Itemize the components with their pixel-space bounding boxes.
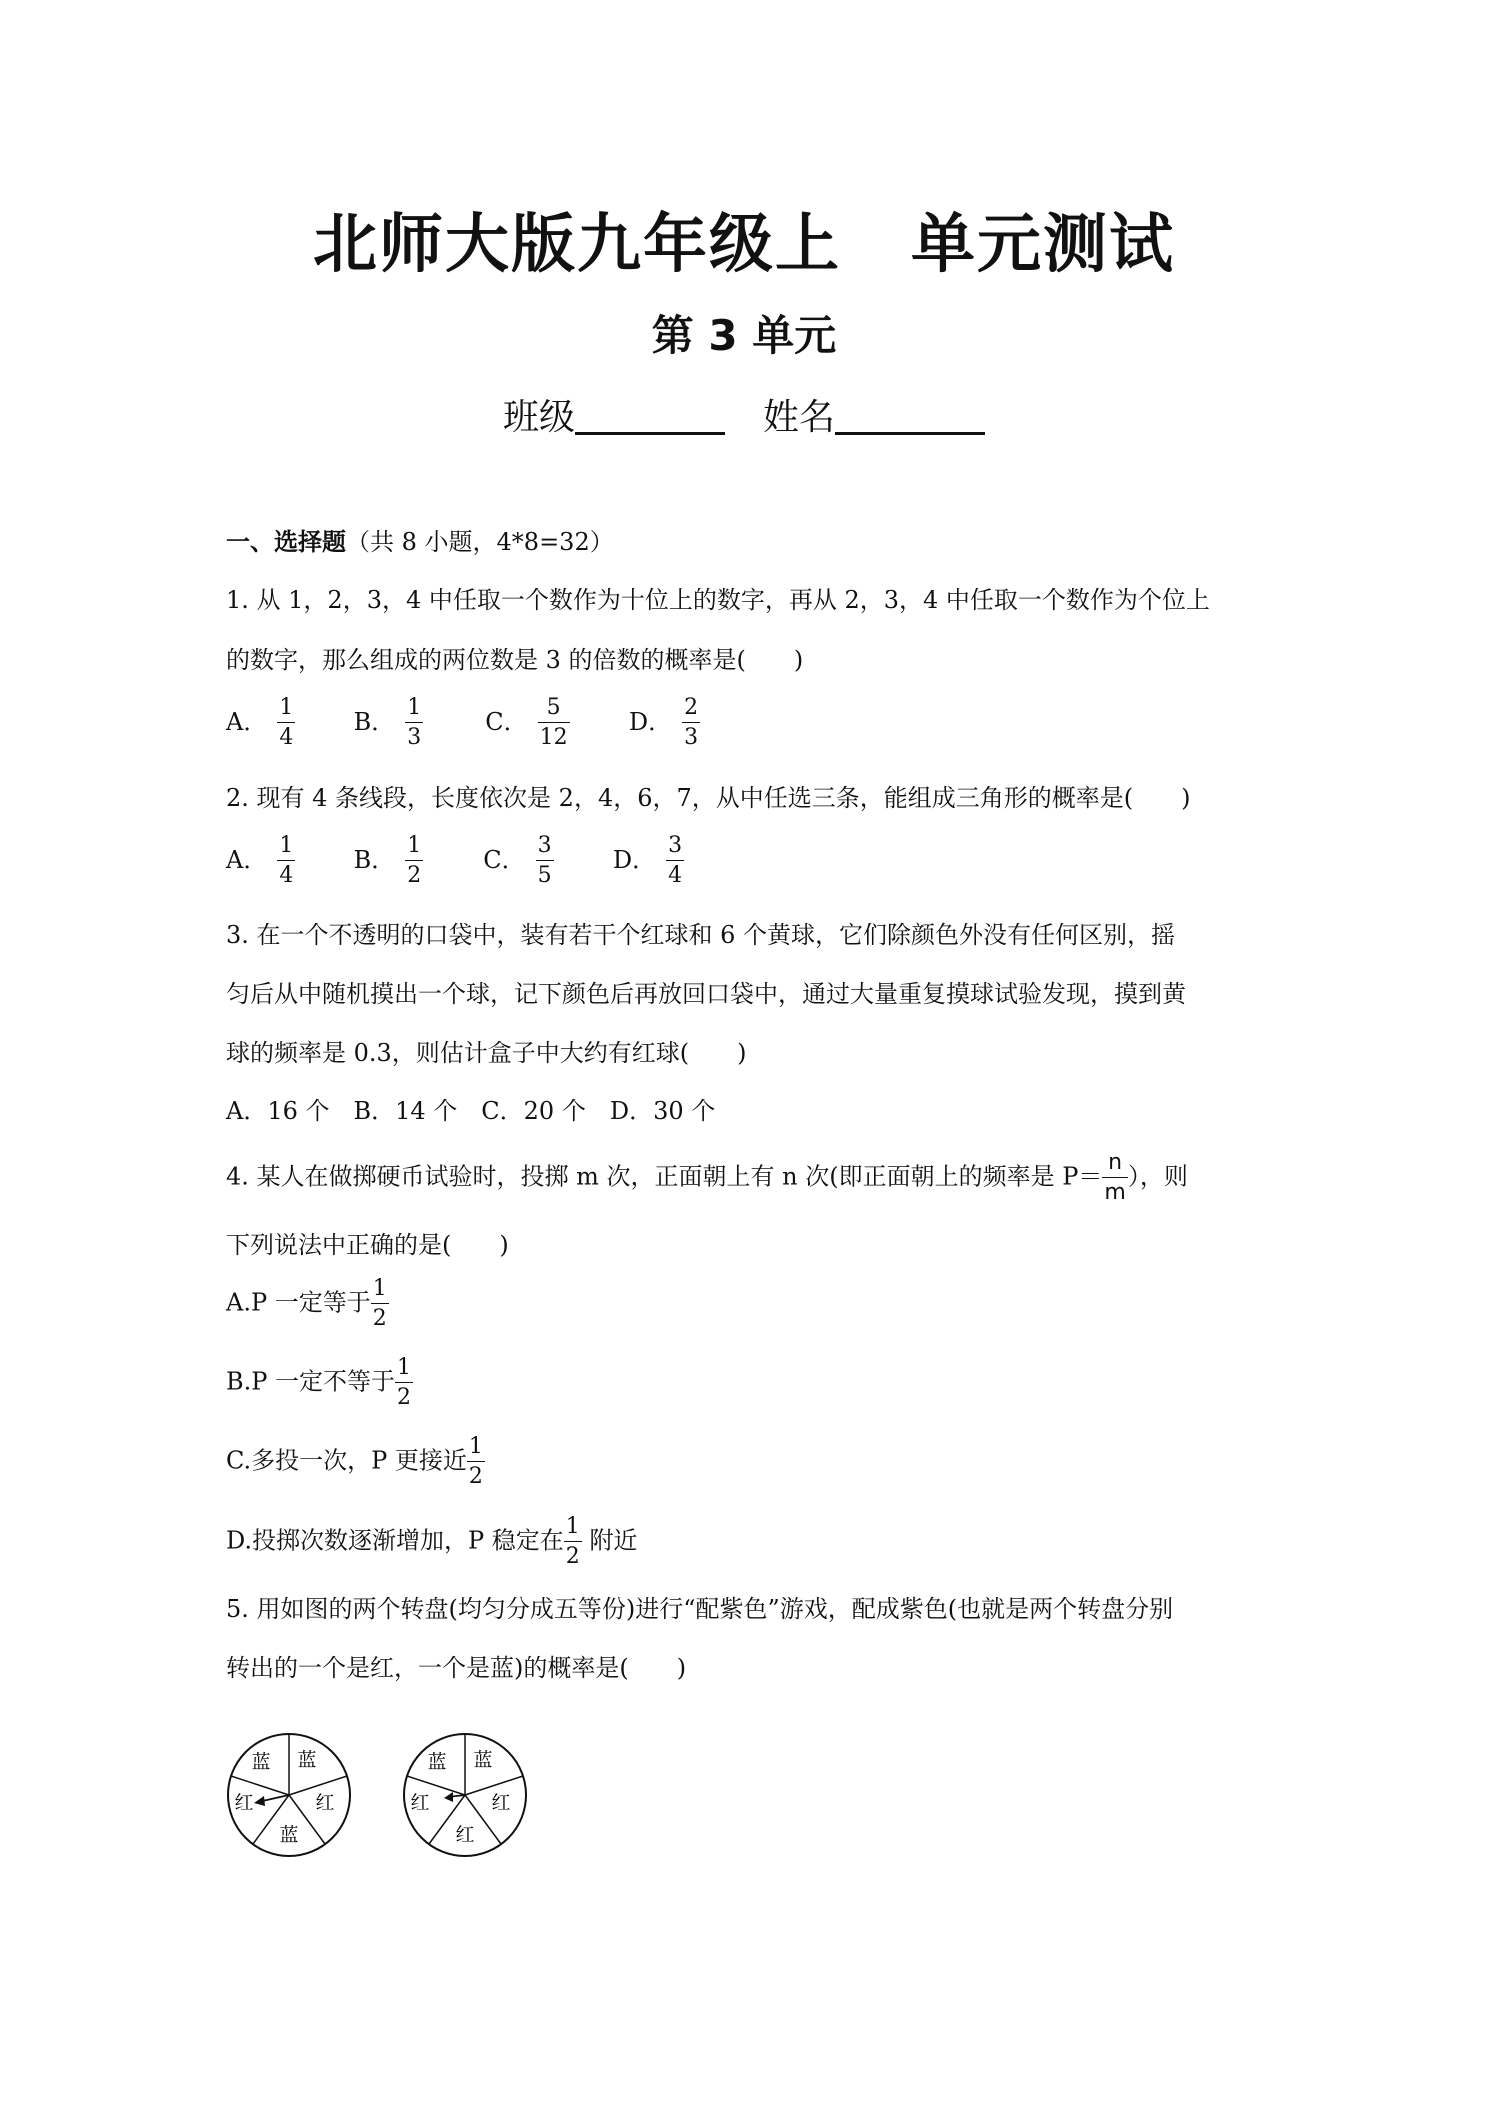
spinner-left: [224, 1730, 354, 1864]
spinner-left-sector-5: 红: [234, 1792, 254, 1814]
fraction-one-half: $\frac{1}{2}$: [565, 1514, 580, 1569]
fraction: $\frac{3}{5}$: [537, 833, 552, 888]
q1-option-d: D． $\frac{2}{3}$: [628, 695, 699, 750]
fraction: $\frac{1}{4}$: [279, 695, 294, 750]
q4-option-a: A.P 一定等于 $\frac{1}{2}$: [226, 1276, 387, 1331]
question-1-line-1: 1. 从 1，2，3，4 中任取一个数作为十位上的数字，再从 2，3，4 中任取一个数作为个位上: [226, 586, 1210, 614]
q4-option-c: C.多投一次，P 更接近 $\frac{1}{2}$: [226, 1434, 483, 1489]
spinner-right-sector-1: 蓝: [427, 1751, 447, 1773]
fraction: $\frac{1}{4}$: [279, 833, 294, 888]
spinner-left-sector-2: 蓝: [297, 1749, 317, 1771]
spinner-left-sector-3: 红: [315, 1792, 335, 1814]
question-4-line-2: 下列说法中正确的是( ): [226, 1231, 509, 1259]
class-label: 班级: [502, 397, 575, 438]
question-5-line-2: 转出的一个是红，一个是蓝)的概率是( ): [226, 1654, 687, 1682]
fraction: $\frac{3}{4}$: [668, 833, 683, 888]
q2-option-b: B． $\frac{1}{2}$: [353, 833, 422, 888]
fraction: $\frac{1}{2}$: [407, 833, 422, 888]
fraction: $\frac{1}{3}$: [407, 695, 422, 750]
spinner-left-sector-1: 蓝: [251, 1751, 271, 1773]
section-note: （共 8 小题，4*8=32）: [346, 528, 614, 556]
q4-option-b: B.P 一定不等于 $\frac{1}{2}$: [226, 1355, 412, 1410]
class-blank: [575, 392, 725, 435]
title-right: 单元测试: [911, 208, 1175, 282]
spinner-right-sector-3: 红: [491, 1792, 511, 1814]
fraction: $\frac{2}{3}$: [684, 695, 699, 750]
q1-option-a: A． $\frac{1}{4}$: [226, 695, 294, 750]
fraction-one-half: $\frac{1}{2}$: [372, 1276, 387, 1331]
question-1-options: [226, 697, 700, 749]
title-left: 北师大版九年级上: [313, 208, 841, 282]
fraction-one-half: $\frac{1}{2}$: [468, 1434, 483, 1489]
fraction-n-over-m: $\frac{n}{m}$: [1104, 1150, 1126, 1205]
question-2-options: [226, 835, 684, 887]
q2-option-d: D． $\frac{3}{4}$: [612, 833, 683, 888]
q1-option-c: C． $\frac{5}{12}$: [485, 695, 568, 750]
q4-option-d: D.投掷次数逐渐增加，P 稳定在 $\frac{1}{2}$ 附近: [226, 1514, 638, 1569]
question-3-line-1: 3. 在一个不透明的口袋中，装有若干个红球和 6 个黄球，它们除颜色外没有任何区别，摇: [226, 921, 1176, 949]
question-3-options: A．16 个 B．14 个 C．20 个 D．30 个: [226, 1097, 716, 1125]
page-title: [0, 205, 1488, 285]
fraction-one-half: $\frac{1}{2}$: [397, 1355, 412, 1410]
fraction: $\frac{5}{12}$: [539, 695, 568, 750]
section-heading: [226, 525, 614, 559]
question-2-line-1: 2. 现有 4 条线段，长度依次是 2，4，6，7，从中任选三条，能组成三角形的概率是( ): [226, 784, 1191, 812]
question-1-line-2: 的数字，那么组成的两位数是 3 的倍数的概率是( ): [226, 646, 804, 674]
section-title: 一、选择题: [226, 528, 346, 556]
question-3-line-3: 球的频率是 0.3，则估计盒子中大约有红球( ): [226, 1039, 747, 1067]
student-info-line: [0, 390, 1488, 446]
spinner-right-sector-5: 红: [410, 1792, 430, 1814]
question-4-line-1: 4. 某人在做掷硬币试验时，投掷 m 次，正面朝上有 n 次(即正面朝上的频率是 P＝ $\frac{n}{m}$ ），则: [226, 1150, 1188, 1205]
spinner-right-sector-2: 蓝: [473, 1749, 493, 1771]
q2-option-a: A． $\frac{1}{4}$: [226, 833, 294, 888]
spinner-right-sector-4: 红: [455, 1824, 475, 1846]
question-5-line-1: 5. 用如图的两个转盘(均匀分成五等份)进行“配紫色”游戏，配成紫色(也就是两个转盘分别: [226, 1595, 1174, 1623]
q2-option-c: C． $\frac{3}{5}$: [483, 833, 552, 888]
unit-subtitle: 第 3 单元: [651, 311, 837, 360]
spinner-left-sector-4: 蓝: [279, 1824, 299, 1846]
spinner-right: [400, 1730, 530, 1864]
name-label: 姓名: [763, 397, 836, 438]
name-blank: [835, 392, 985, 435]
question-3-line-2: 匀后从中随机摸出一个球，记下颜色后再放回口袋中，通过大量重复摸球试验发现，摸到黄: [226, 980, 1186, 1008]
q1-option-b: B． $\frac{1}{3}$: [353, 695, 422, 750]
